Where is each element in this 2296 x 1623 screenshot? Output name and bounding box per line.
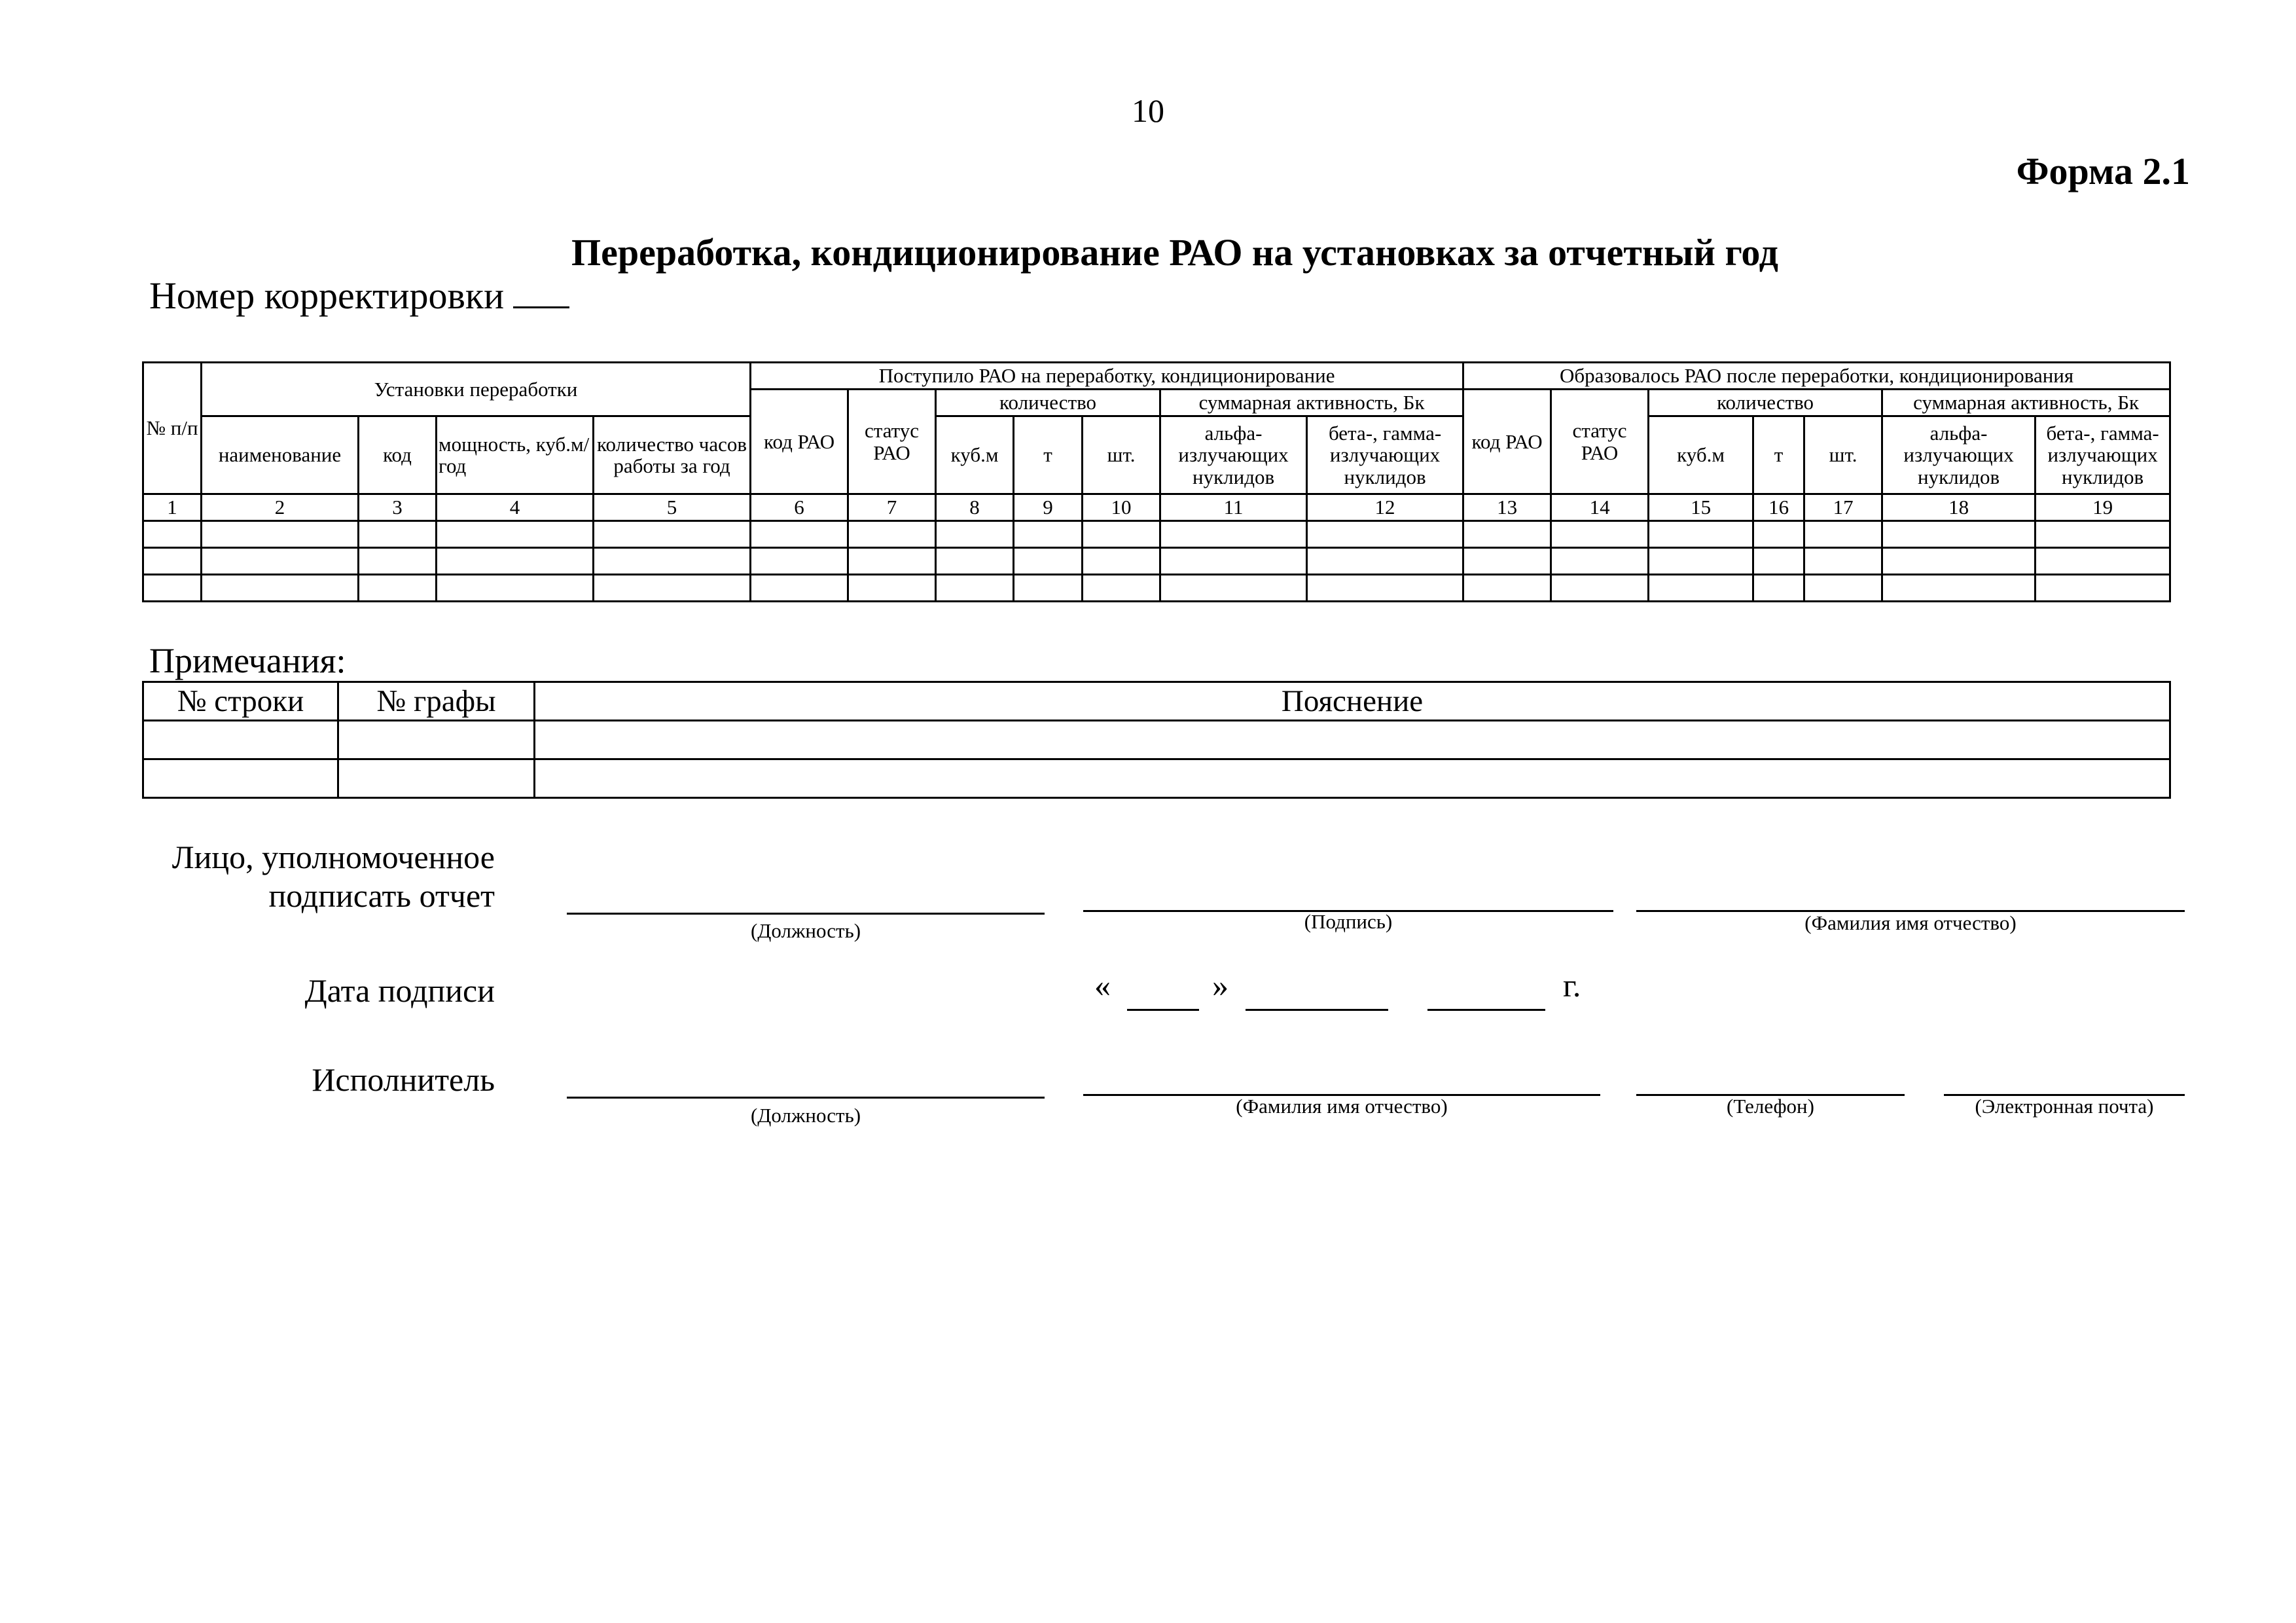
table-cell[interactable] xyxy=(359,521,437,548)
header-received-m3: куб.м xyxy=(936,416,1014,494)
header-formed-activity: суммарная активность, Бк xyxy=(1882,390,2170,416)
date-day-line[interactable] xyxy=(1127,1009,1199,1011)
table-cell[interactable] xyxy=(1882,575,2036,602)
table-cell[interactable] xyxy=(751,521,848,548)
correction-label: Номер корректировки xyxy=(149,274,505,317)
column-number: 9 xyxy=(1014,494,1083,521)
column-number: 16 xyxy=(1753,494,1804,521)
notes-cell[interactable] xyxy=(535,721,2170,759)
notes-header-column-number: № графы xyxy=(338,682,535,721)
header-received-code: код РАО xyxy=(751,390,848,494)
header-power: мощность, куб.м/год xyxy=(437,416,594,494)
notes-header-row-number: № строки xyxy=(143,682,338,721)
executor-phone-caption: (Телефон) xyxy=(1727,1095,1814,1118)
table-cell[interactable] xyxy=(143,575,202,602)
table-cell[interactable] xyxy=(751,548,848,575)
column-number: 15 xyxy=(1649,494,1753,521)
authorized-position-line[interactable] xyxy=(567,913,1045,915)
header-formed-beta: бета-, гамма-излучающих нуклидов xyxy=(2036,416,2170,494)
column-number: 12 xyxy=(1307,494,1463,521)
notes-cell[interactable] xyxy=(143,721,338,759)
table-cell[interactable] xyxy=(437,575,594,602)
signature-date-label: Дата подписи xyxy=(304,972,495,1009)
executor-label: Исполнитель xyxy=(312,1061,495,1098)
column-number: 1 xyxy=(143,494,202,521)
column-number: 4 xyxy=(437,494,594,521)
notes-table xyxy=(142,681,2171,799)
date-year-suffix: г. xyxy=(1563,967,1581,1004)
table-cell[interactable] xyxy=(1463,575,1551,602)
table-cell[interactable] xyxy=(2036,548,2170,575)
header-name: наименование xyxy=(202,416,359,494)
table-cell[interactable] xyxy=(594,548,751,575)
header-received-alpha: альфа-излучающих нуклидов xyxy=(1160,416,1307,494)
notes-cell[interactable] xyxy=(338,721,535,759)
notes-header-row xyxy=(143,682,2170,721)
header-formed-t: т xyxy=(1753,416,1804,494)
correction-number-row xyxy=(149,274,569,318)
header-received-activity: суммарная активность, Бк xyxy=(1160,390,1463,416)
table-cell[interactable] xyxy=(1083,575,1160,602)
table-cell[interactable] xyxy=(1463,548,1551,575)
column-number: 18 xyxy=(1882,494,2036,521)
table-cell[interactable] xyxy=(202,575,359,602)
column-number: 5 xyxy=(594,494,751,521)
table-cell[interactable] xyxy=(1649,521,1753,548)
header-formed-status: статус РАО xyxy=(1551,390,1649,494)
authorized-signature-caption: (Подпись) xyxy=(1304,910,1393,933)
form-label: Форма 2.1 xyxy=(2016,150,2190,192)
notes-cell[interactable] xyxy=(143,759,338,798)
table-cell[interactable] xyxy=(1804,548,1882,575)
table-row xyxy=(143,521,2170,548)
date-month-line[interactable] xyxy=(1246,1009,1388,1011)
table-cell[interactable] xyxy=(143,548,202,575)
authorized-label-line2: подписать отчет xyxy=(268,877,495,914)
notes-cell[interactable] xyxy=(535,759,2170,798)
header-formed-pcs: шт. xyxy=(1804,416,1882,494)
table-cell[interactable] xyxy=(1083,548,1160,575)
column-number: 8 xyxy=(936,494,1014,521)
page-number: 10 xyxy=(1132,92,1164,129)
table-cell[interactable] xyxy=(1753,575,1804,602)
table-cell[interactable] xyxy=(359,575,437,602)
table-cell[interactable] xyxy=(1551,521,1649,548)
executor-fullname-caption: (Фамилия имя отчество) xyxy=(1236,1095,1448,1118)
table-cell[interactable] xyxy=(1160,521,1307,548)
table-cell[interactable] xyxy=(848,548,936,575)
table-cell[interactable] xyxy=(1307,548,1463,575)
notes-cell[interactable] xyxy=(338,759,535,798)
column-number: 17 xyxy=(1804,494,1882,521)
table-row xyxy=(143,575,2170,602)
table-cell[interactable] xyxy=(1753,521,1804,548)
table-cell[interactable] xyxy=(1160,548,1307,575)
header-hours: количество часов работы за год xyxy=(594,416,751,494)
table-cell[interactable] xyxy=(437,548,594,575)
notes-header-explanation: Пояснение xyxy=(535,682,2170,721)
table-cell[interactable] xyxy=(1014,548,1083,575)
header-received-beta: бета-, гамма-излучающих нуклидов xyxy=(1307,416,1463,494)
table-cell[interactable] xyxy=(936,575,1014,602)
authorized-position-caption: (Должность) xyxy=(750,919,861,942)
table-cell[interactable] xyxy=(202,548,359,575)
table-cell[interactable] xyxy=(1463,521,1551,548)
authorized-fullname-caption: (Фамилия имя отчество) xyxy=(1804,911,2017,934)
authorized-label-line1: Лицо, уполномоченное xyxy=(171,839,495,875)
table-cell[interactable] xyxy=(1649,575,1753,602)
executor-position-caption: (Должность) xyxy=(750,1104,861,1127)
table-cell[interactable] xyxy=(1551,575,1649,602)
header-formed-m3: куб.м xyxy=(1649,416,1753,494)
header-formed-quantity: количество xyxy=(1649,390,1882,416)
date-quote-close: » xyxy=(1212,967,1229,1004)
column-numbers-row xyxy=(143,494,2170,521)
table-cell[interactable] xyxy=(1804,575,1882,602)
header-row-3 xyxy=(143,416,2170,494)
column-number: 2 xyxy=(202,494,359,521)
notes-row xyxy=(143,759,2170,798)
authorized-person-label xyxy=(98,838,495,915)
table-cell[interactable] xyxy=(1307,575,1463,602)
table-cell[interactable] xyxy=(594,521,751,548)
table-cell[interactable] xyxy=(359,548,437,575)
table-cell[interactable] xyxy=(751,575,848,602)
table-cell[interactable] xyxy=(1649,548,1753,575)
header-formed: Образовалось РАО после переработки, кондиционирования xyxy=(1463,363,2170,390)
table-row xyxy=(143,548,2170,575)
table-cell[interactable] xyxy=(936,548,1014,575)
header-code: код xyxy=(359,416,437,494)
correction-number-blank[interactable] xyxy=(513,274,569,308)
header-no: № п/п xyxy=(143,363,202,494)
header-row-1 xyxy=(143,363,2170,390)
table-cell[interactable] xyxy=(1753,548,1804,575)
table-cell[interactable] xyxy=(1882,521,2036,548)
table-cell[interactable] xyxy=(1804,521,1882,548)
table-cell[interactable] xyxy=(2036,575,2170,602)
document-title: Переработка, кондиционирование РАО на установках за отчетный год xyxy=(571,231,1779,274)
notes-row xyxy=(143,721,2170,759)
header-received-status: статус РАО xyxy=(848,390,936,494)
executor-email-caption: (Электронная почта) xyxy=(1975,1095,2154,1118)
table-cell[interactable] xyxy=(1882,548,2036,575)
column-number: 10 xyxy=(1083,494,1160,521)
header-received-quantity: количество xyxy=(936,390,1160,416)
table-cell[interactable] xyxy=(1551,548,1649,575)
notes-title: Примечания: xyxy=(149,641,346,680)
executor-position-line[interactable] xyxy=(567,1097,1045,1099)
main-report-table xyxy=(142,361,2171,602)
table-cell[interactable] xyxy=(1014,575,1083,602)
header-formed-code: код РАО xyxy=(1463,390,1551,494)
column-number: 11 xyxy=(1160,494,1307,521)
table-cell[interactable] xyxy=(2036,521,2170,548)
table-cell[interactable] xyxy=(936,521,1014,548)
header-installations: Установки переработки xyxy=(202,363,751,416)
header-received: Поступило РАО на переработку, кондиционирование xyxy=(751,363,1463,390)
date-year-line[interactable] xyxy=(1427,1009,1545,1011)
table-cell[interactable] xyxy=(594,575,751,602)
column-number: 7 xyxy=(848,494,936,521)
column-number: 6 xyxy=(751,494,848,521)
header-formed-alpha: альфа-излучающих нуклидов xyxy=(1882,416,2036,494)
table-cell[interactable] xyxy=(143,521,202,548)
table-cell[interactable] xyxy=(437,521,594,548)
column-number: 19 xyxy=(2036,494,2170,521)
table-cell[interactable] xyxy=(848,521,936,548)
table-cell[interactable] xyxy=(1160,575,1307,602)
table-cell[interactable] xyxy=(202,521,359,548)
date-quote-open: « xyxy=(1094,967,1111,1004)
table-cell[interactable] xyxy=(848,575,936,602)
column-number: 13 xyxy=(1463,494,1551,521)
column-number: 14 xyxy=(1551,494,1649,521)
header-received-t: т xyxy=(1014,416,1083,494)
table-cell[interactable] xyxy=(1014,521,1083,548)
column-number: 3 xyxy=(359,494,437,521)
table-cell[interactable] xyxy=(1307,521,1463,548)
table-cell[interactable] xyxy=(1083,521,1160,548)
header-received-pcs: шт. xyxy=(1083,416,1160,494)
